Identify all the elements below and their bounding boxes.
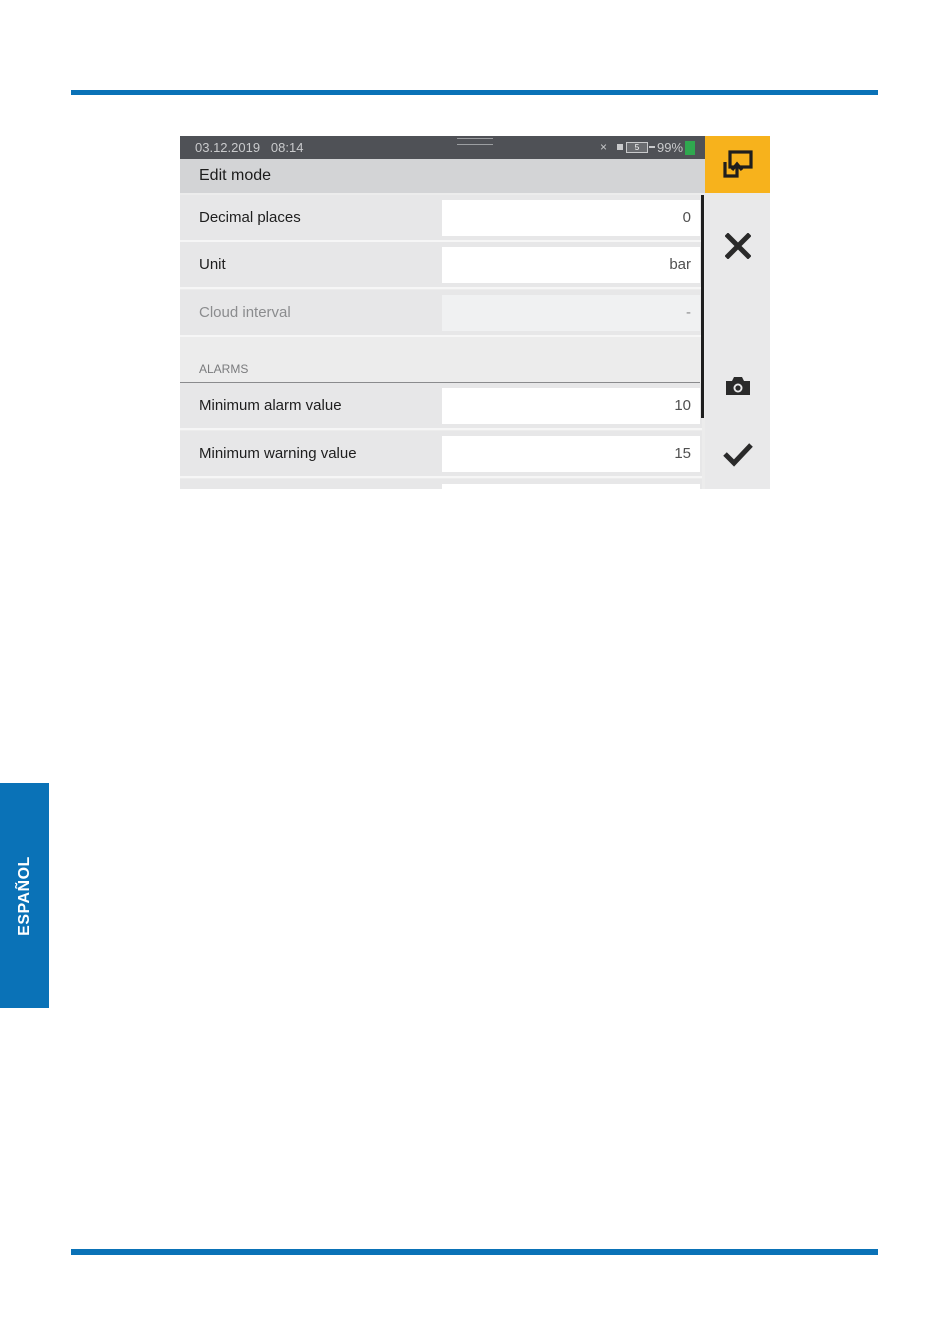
field-value: 10 — [674, 397, 691, 414]
field-value: bar — [669, 256, 691, 273]
row-next-partial[interactable] — [180, 479, 702, 489]
row-label: Cloud interval — [199, 304, 291, 321]
action-sidebar — [705, 136, 770, 489]
status-time: 08:14 — [270, 140, 304, 155]
min-warning-field[interactable] — [442, 436, 700, 472]
return-window-icon — [721, 149, 755, 181]
language-tab — [0, 783, 49, 1008]
cloud-interval-field — [442, 295, 700, 331]
confirm-button[interactable] — [705, 424, 770, 484]
min-alarm-field[interactable] — [442, 388, 700, 424]
checkmark-icon — [722, 441, 754, 467]
page-title: Edit mode — [199, 167, 272, 184]
page-title-bar — [180, 159, 705, 193]
battery-icon — [685, 141, 695, 155]
signal-dash — [649, 146, 655, 148]
row-cloud-interval — [180, 290, 702, 337]
next-field-partial[interactable] — [442, 484, 700, 489]
device-screen — [180, 136, 770, 489]
header-rule — [71, 90, 878, 95]
row-label: Decimal places — [199, 209, 301, 226]
status-date: 03.12.2019 — [195, 140, 261, 155]
row-unit[interactable] — [180, 242, 702, 289]
row-label: Minimum alarm value — [199, 397, 342, 414]
row-label: Minimum warning value — [199, 445, 357, 462]
battery-percent: 99% — [657, 140, 684, 155]
footer-rule — [71, 1249, 878, 1255]
field-value: 15 — [674, 445, 691, 462]
section-title: ALARMS — [199, 362, 249, 376]
pull-down-handle[interactable] — [457, 138, 493, 145]
row-min-warning[interactable] — [180, 431, 702, 478]
camera-icon — [724, 375, 752, 397]
cancel-button[interactable] — [705, 216, 770, 276]
signal-icon — [617, 142, 655, 152]
field-value: 0 — [682, 209, 691, 226]
status-bar — [180, 136, 705, 159]
language-label: ESPAÑOL — [15, 855, 33, 936]
signal-badge: 5 — [626, 142, 648, 153]
row-label: Unit — [199, 256, 226, 273]
camera-button[interactable] — [705, 356, 770, 416]
field-value: - — [686, 304, 691, 321]
row-decimal-places[interactable] — [180, 195, 702, 242]
status-datetime — [195, 140, 303, 155]
section-alarms — [180, 335, 700, 383]
signal-bars — [617, 144, 623, 150]
decimal-places-field[interactable] — [442, 200, 700, 236]
scrollbar[interactable] — [701, 195, 704, 418]
return-button[interactable] — [705, 136, 770, 193]
status-close-icon: × — [600, 140, 608, 154]
unit-field[interactable] — [442, 247, 700, 283]
row-min-alarm[interactable] — [180, 383, 702, 430]
settings-list — [180, 193, 705, 489]
close-icon — [725, 233, 751, 259]
